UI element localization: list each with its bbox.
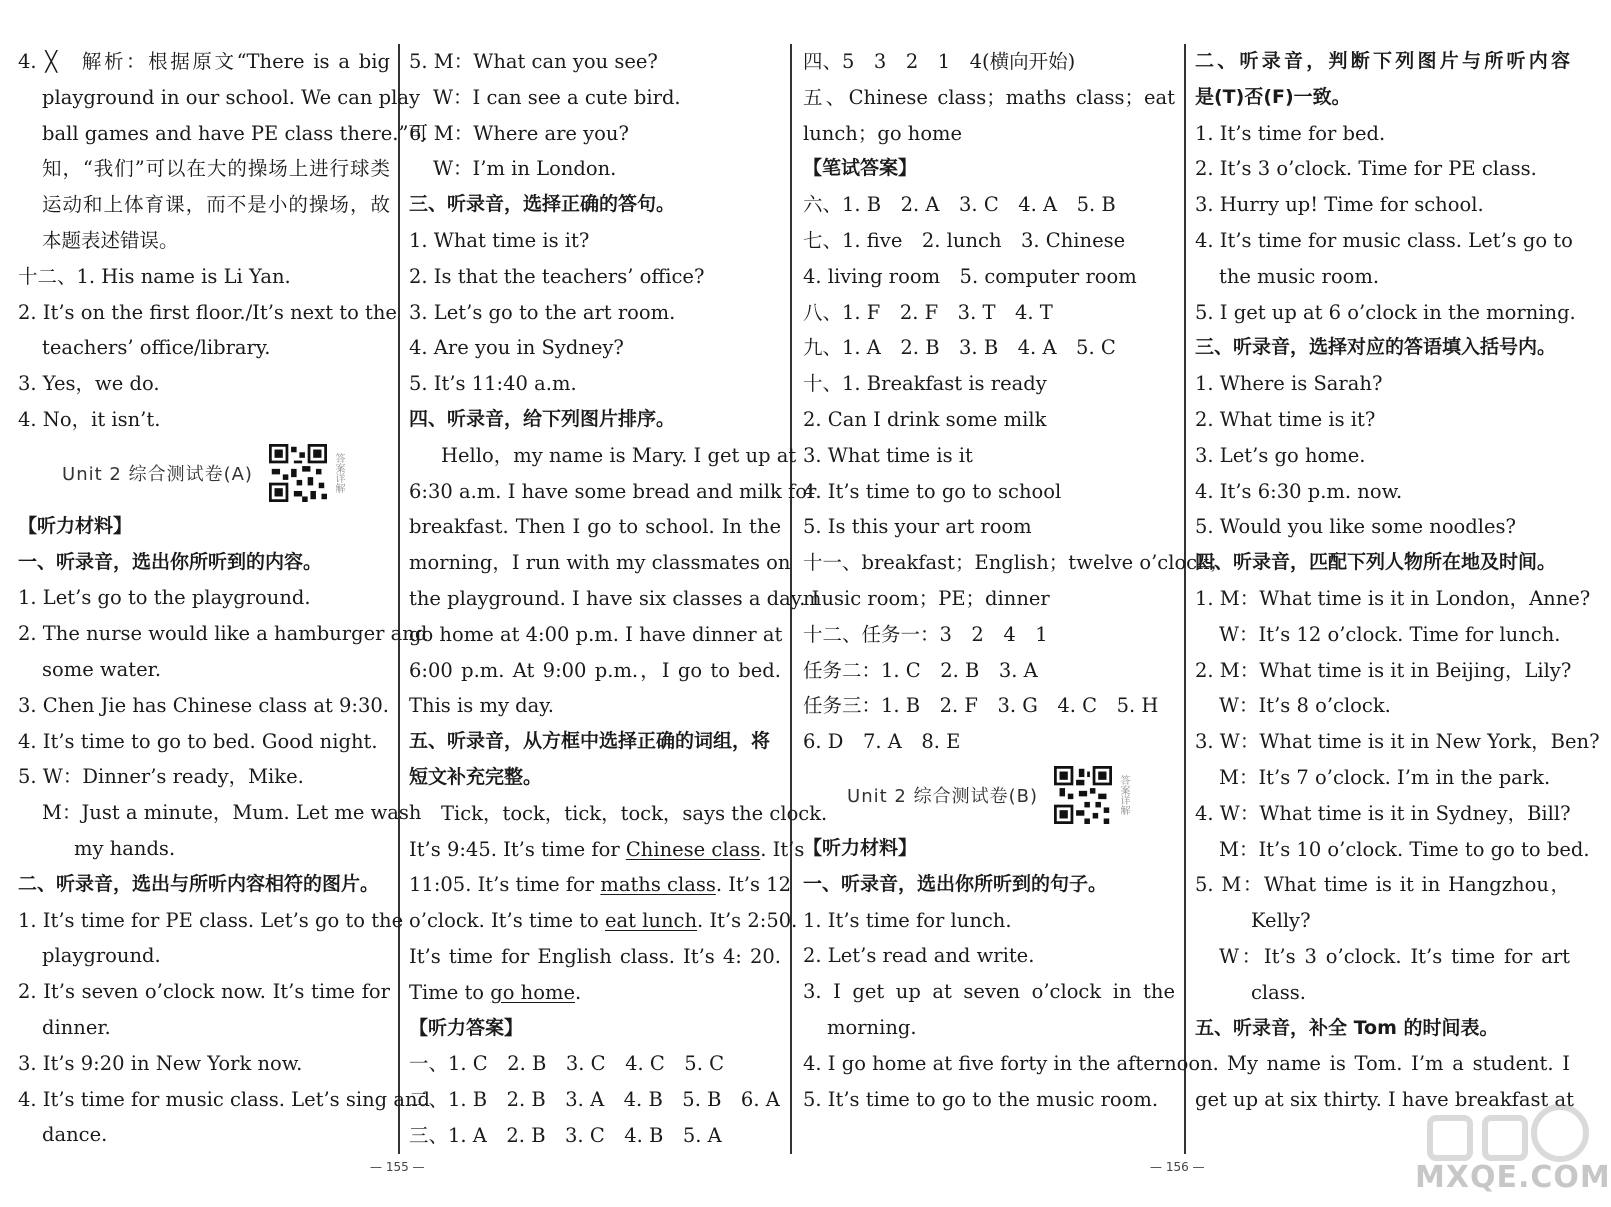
page-number-value: 156 (1165, 1160, 1189, 1174)
filled-answer: eat lunch (605, 909, 698, 933)
section-heading: 【听力材料】 (18, 514, 133, 537)
section-heading: 五、听录音，从方框中选择正确的词组，将 (409, 730, 771, 753)
section-heading: 三、听录音，选择对应的答语填入括号内。 (1195, 336, 1557, 359)
text-line: Tick，tock，tick，tock，says the clock. (441, 801, 828, 825)
answer-line: lunch；go home (803, 121, 963, 145)
answer-line: 六、1. B 2. A 3. C 4. A 5. B (803, 193, 1116, 217)
section-heading: 一、听录音，选出你所听到的内容。 (18, 550, 323, 573)
answer-line: 4. living room 5. computer room (803, 264, 1137, 288)
text-line: 3. I get up at seven o’clock in the (803, 980, 1175, 1004)
watermark-text: MXQE.COM (1415, 1160, 1611, 1195)
text-line: get up at six thirty. I have breakfast at (1195, 1088, 1574, 1112)
filled-answer: go home (490, 980, 576, 1004)
text-line: 5. Would you like some noodles? (1195, 515, 1517, 539)
text-line (409, 975, 781, 1011)
text-line: breakfast. Then I go to school. In the (409, 515, 781, 539)
text-line (409, 867, 791, 903)
text-line: M：It’s 7 o’clock. I’m in the park. (1219, 765, 1551, 789)
page-number-right: — 156 — (1150, 1160, 1205, 1174)
text-line: 1. M：What time is it in London，Anne? (1195, 586, 1591, 610)
text-line: 2. Let’s read and write. (803, 944, 1035, 968)
answer-line: 十二、任务一：3 2 4 1 (803, 622, 1048, 646)
answer-line: 三、1. A 2. B 3. C 4. B 5. A (409, 1123, 722, 1147)
section-heading: 是(T)否(F)一致。 (1195, 85, 1351, 108)
text-line (409, 903, 798, 939)
text-line: It’s time for English class. It’s 4: 20. (409, 944, 781, 968)
text-line: 1. It’s time for PE class. Let’s go to the (18, 908, 404, 932)
answer-line: 任务三：1. B 2. F 3. G 4. C 5. H (803, 694, 1159, 718)
column-2 (409, 44, 828, 1154)
text-line: 1. Where is Sarah? (1195, 372, 1383, 396)
answer-line: 3. Yes，we do. (18, 372, 160, 396)
page-number-value: 155 (385, 1160, 409, 1174)
section-heading: 【听力答案】 (409, 1016, 524, 1039)
text-line: 2. Is that the teachers’ office? (409, 264, 705, 288)
section-heading: 【笔试答案】 (803, 157, 918, 180)
text-fragment: 11:05. It’s time for (409, 873, 601, 897)
answer-line: 4. No，it isn’t. (18, 407, 161, 431)
text-line: W：It’s 12 o’clock. Time for lunch. (1219, 622, 1561, 646)
answer-line: 十二、1. His name is Li Yan. (18, 264, 291, 288)
answer-line: music room；PE；dinner (803, 586, 1050, 610)
text-line: dance. (42, 1123, 108, 1147)
text-line: the playground. I have six classes a day. I (409, 586, 820, 610)
text-line: W：I’m in London. (433, 157, 617, 181)
section-heading: 【听力材料】 (803, 836, 918, 859)
answer-line: 2. Can I drink some milk (803, 407, 1047, 431)
text-line: class. (1251, 980, 1306, 1004)
answer-line: 九、1. A 2. B 3. B 4. A 5. C (803, 336, 1116, 360)
text-line: 4. It’s time to go to bed. Good night. (18, 729, 378, 753)
text-line: 运动和上体育课，而不是小的操场，故 (42, 193, 390, 217)
text-line: 3. Let’s go home. (1195, 443, 1366, 467)
answer-line: 6. D 7. A 8. E (803, 730, 961, 754)
text-line: playground. (42, 944, 161, 968)
qr-caption: 答案详解 (332, 453, 344, 494)
text-fragment: . It’s 2:50. (697, 909, 798, 933)
answer-line: 2. It’s on the first floor./It’s next to the (18, 300, 397, 324)
unit-title: Unit 2 综合测试卷(B) (847, 786, 1038, 808)
qr-code-icon (1054, 766, 1112, 824)
text-line: 2. It’s 3 o’clock. Time for PE class. (1195, 157, 1537, 181)
text-line: 3. Chen Jie has Chinese class at 9:30. (18, 693, 389, 717)
answer-line: 十、1. Breakfast is ready (803, 372, 1047, 396)
section-heading: 五、听录音，补全 Tom 的时间表。 (1195, 1016, 1499, 1039)
text-fragment: . It’s (760, 837, 805, 861)
column-divider (1184, 44, 1186, 1154)
text-line: 2. M：What time is it in Beijing，Lily? (1195, 658, 1572, 682)
text-line: 5. I get up at 6 o’clock in the morning. (1195, 300, 1576, 324)
qr-caption: 答案详解 (1117, 775, 1129, 816)
text-line: morning. (827, 1015, 917, 1039)
text-line: 4. ╳ 解析：根据原文“There is a big (18, 50, 390, 73)
text-line: go home at 4:00 p.m. I have dinner at (409, 622, 783, 646)
text-fragment: Time to (409, 980, 491, 1004)
text-line: the music room. (1219, 264, 1380, 288)
text-line: 6. M：Where are you? (409, 121, 629, 145)
text-line: 4. Are you in Sydney? (409, 336, 624, 360)
filled-answer: Chinese class (625, 837, 761, 861)
column-4 (1195, 44, 1600, 1154)
qr-code-icon (269, 444, 327, 502)
answer-line: 十一、breakfast；English；twelve o’clock； (803, 551, 1229, 575)
page-number-left: — 155 — (370, 1160, 425, 1174)
text-line: 2. What time is it? (1195, 407, 1376, 431)
text-line: 3. W：What time is it in New York，Ben? (1195, 730, 1600, 754)
text-line: M：It’s 10 o’clock. Time to go to bed. (1219, 837, 1590, 861)
text-line: 知，“我们”可以在大的操场上进行球类 (42, 157, 390, 181)
text-fragment: o’clock. It’s time to (409, 909, 605, 933)
column-3 (803, 44, 1229, 1154)
text-fragment: . (575, 980, 582, 1004)
text-line: 4. It’s 6:30 p.m. now. (1195, 479, 1403, 503)
text-line: my hands. (74, 836, 176, 860)
text-line: 4. It’s time for music class. Let’s go to (1195, 228, 1573, 252)
text-line: This is my day. (409, 694, 554, 718)
text-line: W：I can see a cute bird. (433, 85, 681, 109)
text-line: 5. M：What can you see? (409, 50, 658, 73)
filled-answer: maths class (600, 873, 716, 897)
text-line: some water. (42, 657, 162, 681)
answer-line: 4. It’s time to go to school (803, 479, 1062, 503)
answer-line: 3. What time is it (803, 443, 973, 467)
text-line: 5. It’s time to go to the music room. (803, 1087, 1159, 1111)
text-line: 5. It’s 11:40 a.m. (409, 372, 577, 396)
text-line: 4. W：What time is it in Sydney，Bill? (1195, 801, 1571, 825)
section-heading: 四、听录音，匹配下列人物所在地及时间。 (1195, 551, 1557, 574)
text-line: W：It’s 8 o’clock. (1219, 694, 1391, 718)
answer-line: 一、1. C 2. B 3. C 4. C 5. C (409, 1052, 725, 1076)
text-line: 2. It’s seven o’clock now. It’s time for (18, 980, 390, 1004)
answer-line: 五、Chinese class；maths class；eat (803, 85, 1175, 109)
section-heading: 四、听录音，给下列图片排序。 (409, 407, 676, 430)
text-line: 5. W：Dinner’s ready，Mike. (18, 765, 304, 789)
answer-line: 四、5 3 2 1 4(横向开始) (803, 50, 1076, 73)
unit-heading (803, 760, 1175, 831)
text-line: 4. I go home at five forty in the afternoon. (803, 1051, 1219, 1075)
text-line: 6:30 a.m. I have some bread and milk for (409, 479, 817, 503)
answer-line: 八、1. F 2. F 3. T 4. T (803, 300, 1053, 324)
answer-line: 七、1. five 2. lunch 3. Chinese (803, 228, 1126, 252)
text-line: morning，I run with my classmates on (409, 551, 791, 575)
section-heading: 二、听录音，选出与所听内容相符的图片。 (18, 872, 380, 895)
text-line: 3. Let’s go to the art room. (409, 300, 676, 324)
text-line: playground in our school. We can play (42, 85, 420, 109)
text-line: Hello，my name is Mary. I get up at (441, 443, 797, 467)
text-line: 6:00 p.m. At 9:00 p.m.，I go to bed. (409, 658, 781, 682)
answer-line: 任务二：1. C 2. B 3. A (803, 658, 1038, 682)
section-heading: 一、听录音，选出你所听到的句子。 (803, 872, 1108, 895)
text-line: 3. Hurry up! Time for school. (1195, 193, 1484, 217)
column-divider (398, 44, 400, 1154)
text-fragment: It’s 9:45. It’s time for (409, 837, 626, 861)
unit-title: Unit 2 综合测试卷(A) (62, 464, 253, 486)
text-line (409, 832, 805, 868)
text-line: My name is Tom. I’m a student. I (1227, 1052, 1570, 1076)
text-fragment: . It’s 12 (715, 873, 791, 897)
text-line: W：It’s 3 o’clock. It’s time for art (1219, 944, 1570, 968)
text-line: dinner. (42, 1015, 111, 1039)
text-line: 2. The nurse would like a hamburger and (18, 622, 428, 646)
text-line: M：Just a minute，Mum. Let me wash (42, 801, 422, 825)
text-line: 1. Let’s go to the playground. (18, 586, 311, 610)
unit-heading (18, 438, 390, 509)
text-line: 1. It’s time for bed. (1195, 121, 1386, 145)
answer-line: 5. Is this your art room (803, 515, 1032, 539)
text-line: Kelly? (1251, 909, 1311, 933)
section-heading: 二、听录音，判断下列图片与所听内容 (1195, 50, 1570, 72)
column-1 (18, 44, 431, 1154)
text-line: 3. It’s 9:20 in New York now. (18, 1051, 303, 1075)
answer-line: 二、1. B 2. B 3. A 4. B 5. B 6. A (409, 1088, 780, 1112)
text-line: 4. It’s time for music class. Let’s sing and (18, 1087, 431, 1111)
section-heading: 短文补充完整。 (409, 765, 543, 788)
text-line: 1. What time is it? (409, 228, 590, 252)
text-line: 1. It’s time for lunch. (803, 908, 1012, 932)
answer-line: teachers’ office/library. (42, 336, 271, 360)
text-line: ball games and have PE class there.”可 (42, 121, 428, 145)
text-line: 本题表述错误。 (42, 228, 179, 252)
text-line: 5. M：What time is it in Hangzhou， (1195, 873, 1570, 897)
section-heading: 三、听录音，选择正确的答句。 (409, 193, 676, 216)
